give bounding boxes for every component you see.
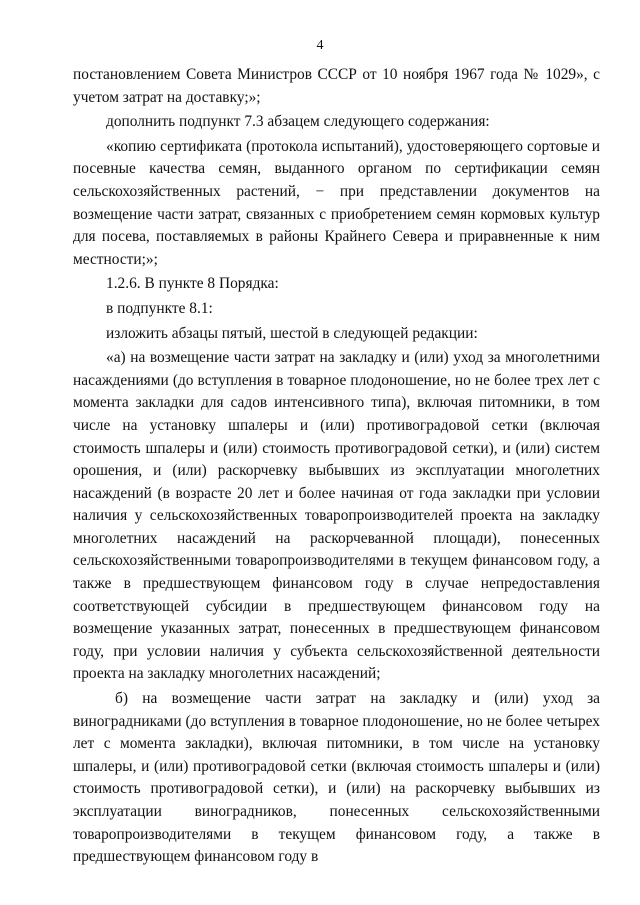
paragraph-6: изложить абзацы пятый, шестой в следующей редакции: [106,324,478,342]
paragraph-8: б) на возмещение части затрат на закладку и (или) уход за виноградниками (до вступления в товарное плодоношение, но не более четырех лет с момента закладки), включая питомники, в том числе на установку шпалеры, и (или) противоградовой сетки (включая стоимость шпалеры и (или) стоимость противоградовой сетки), и (или) на раскорчевку выбывших из эксплуатации виноградников, понесенных сельскохозяйственными товаропроизводителями в текущем финансовом году, а также в предшествующем финансовом году в [73,690,600,866]
paragraph-3: «копию сертификата (протокола испытаний), удостоверяющего сортовые и посевные качества семян, выданного органом по сертификации семян сельскохозяйственных растений, − при представлении документов на возмещение части затрат, связанных с приобретением семян кормовых культур для посева, поставляемых в районы Крайнего Севера и приравненные к ним местности;»; [73,137,600,268]
page-number: 4 [316,38,324,53]
paragraph-5: в подпункте 8.1: [106,299,213,317]
document-body [73,64,600,869]
paragraph-7: «а) на возмещение части затрат на закладку и (или) уход за многолетними насаждениями (до вступления в товарное плодоношение, но не более трех лет с момента закладки для садов интенсивного типа), включая питомники, в том числе на установку шпалеры и (или) противоградовой сетки (включая стоимость шпалеры и (или) стоимость противоградовой сетки), и (или) систем орошения, и (или) раскорчевку выбывших из эксплуатации многолетних насаждений (в возрасте 20 лет и более начиная от года закладки при условии наличия у сельскохозяйственных товаропроизводителей проекта на закладку многолетних насаждений на раскорчеванной площади), понесенных сельскохозяйственными товаропроизводителями в текущем финансовом году, а также в предшествующем финансовом году в случае непредоставления соответствующей субсидии в предшествующем финансовом году на возмещение указанных затрат, понесенных в предшествующем финансовом году, при условии наличия у субъекта сельскохозяйственной деятельности проекта на закладку многолетних насаждений; [73,349,600,683]
paragraph-4: 1.2.6. В пункте 8 Порядка: [106,275,279,293]
paragraph-1: постановлением Совета Министров СССР от 10 ноября 1967 года № 1029», с учетом затрат на доставку;»; [73,66,600,106]
paragraph-2: дополнить подпункт 7.3 абзацем следующего содержания: [106,113,490,131]
